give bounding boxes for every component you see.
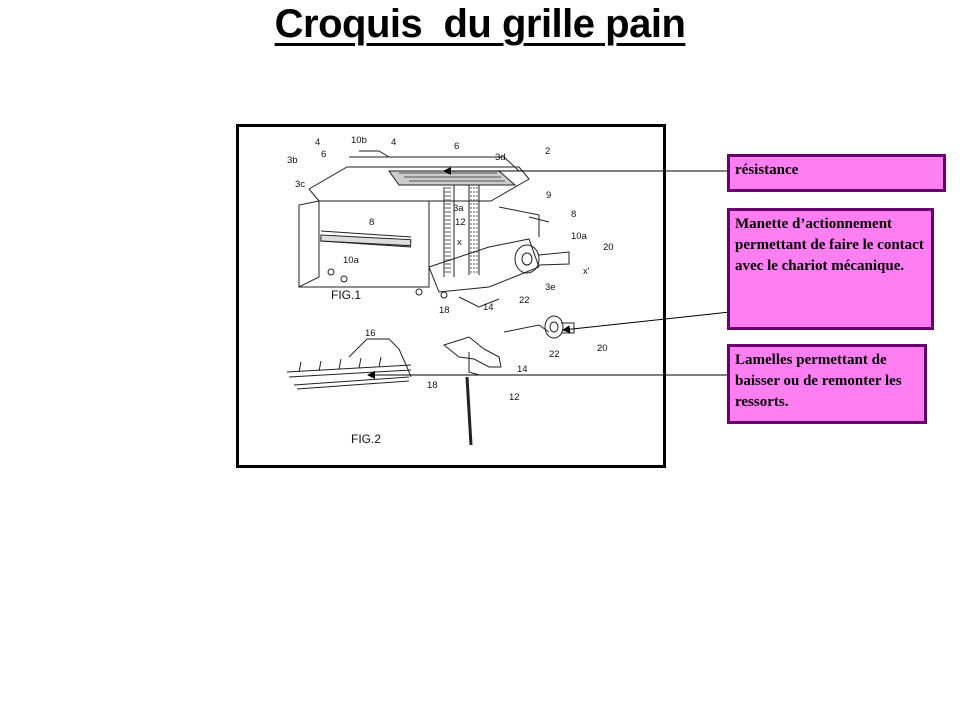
- part-label-10b: 10b: [351, 135, 367, 146]
- part-label-14a: 14: [483, 302, 494, 313]
- part-label-8b: 8: [571, 209, 577, 220]
- part-label-18b: 18: [427, 380, 438, 391]
- part-label-20b: 20: [597, 343, 608, 354]
- callout-lamelles: [727, 344, 927, 424]
- callout-manette-text: Manette d’actionnement permettant de faire le contact avec le chariot mécanique.: [735, 216, 924, 274]
- part-label-22b: 22: [549, 349, 560, 360]
- part-label-16: 16: [365, 328, 376, 339]
- callout-resistance: [727, 154, 946, 192]
- part-label-3a: 3a: [453, 203, 464, 214]
- fig1-toaster-drawing: [299, 151, 569, 307]
- part-label-18a: 18: [439, 305, 450, 316]
- part-label-12b: 12: [509, 392, 520, 403]
- callout-manette: [727, 208, 934, 330]
- part-label-10a-a: 10a: [571, 231, 587, 242]
- part-label-2: 2: [545, 146, 551, 157]
- part-label-12a: 12: [455, 217, 466, 228]
- callout-lamelles-text: Lamelles permettant de baisser ou de remonter les ressorts.: [735, 352, 902, 410]
- part-label-6a: 6: [321, 149, 327, 160]
- part-label-3c: 3c: [295, 179, 306, 190]
- part-label-4a: 4: [315, 137, 321, 148]
- part-label-3d: 3d: [495, 152, 506, 163]
- part-label-3e: 3e: [545, 282, 556, 293]
- page-title-text: Croquis du grille pain: [274, 2, 686, 46]
- fig1-label: FIG.1: [331, 288, 362, 302]
- part-label-6b: 6: [454, 141, 460, 152]
- part-label-x: x: [457, 237, 462, 248]
- part-label-8a: 8: [369, 217, 375, 228]
- page-title: [0, 2, 960, 47]
- part-label-3b: 3b: [287, 155, 298, 166]
- callout-resistance-text: résistance: [735, 162, 799, 178]
- part-label-9: 9: [546, 190, 552, 201]
- part-label-14b: 14: [517, 364, 528, 375]
- toaster-sketch: [239, 127, 663, 465]
- part-label-10a-b: 10a: [343, 255, 359, 266]
- part-label-x-prime: x': [583, 266, 590, 277]
- part-label-20a: 20: [603, 242, 614, 253]
- toaster-figure: [236, 124, 666, 468]
- fig2-label: FIG.2: [351, 432, 382, 446]
- part-label-22a: 22: [519, 295, 530, 306]
- part-label-4b: 4: [391, 137, 397, 148]
